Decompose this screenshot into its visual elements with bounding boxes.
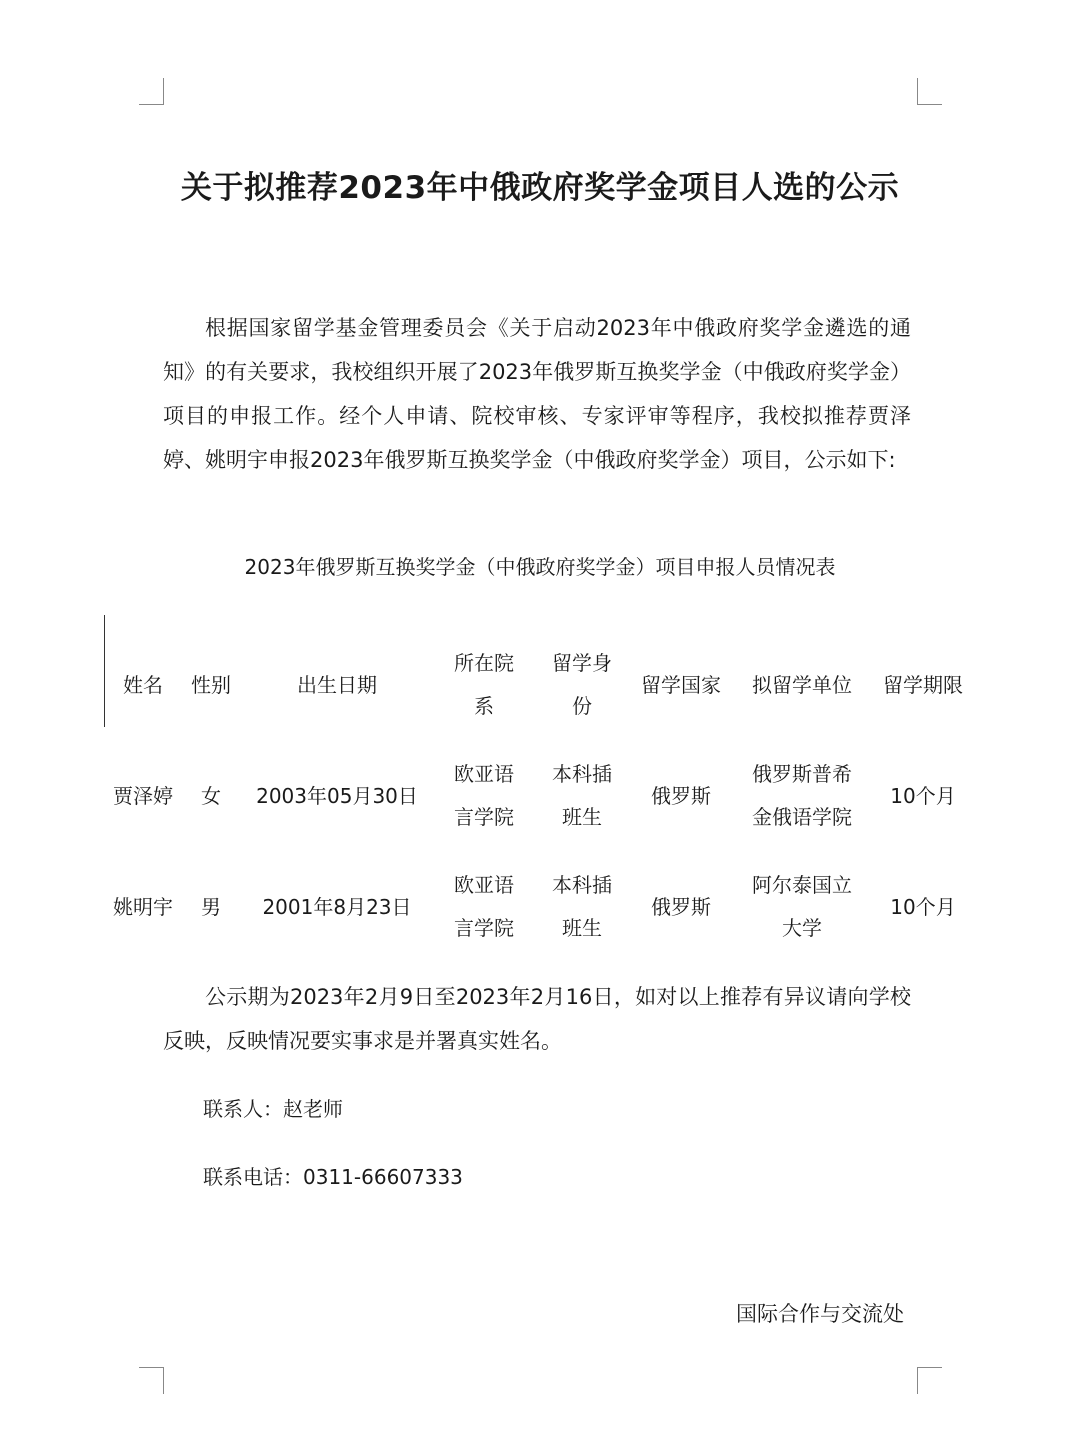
header-gender: 性别 — [191, 672, 231, 697]
corner-mark-top-left — [139, 78, 164, 105]
cell-country: 俄罗斯 — [651, 894, 711, 919]
document-title: 关于拟推荐2023年中俄政府奖学金项目人选的公示 — [180, 170, 900, 206]
header-department: 所在院 系 — [454, 651, 514, 718]
corner-mark-bottom-left — [139, 1367, 164, 1394]
table-title: 2023年俄罗斯互换奖学金（中俄政府奖学金）项目申报人员情况表 — [244, 555, 836, 579]
cell-duration: 10个月 — [890, 783, 956, 808]
cell-department: 欧亚语 言学院 — [454, 873, 514, 940]
cell-status: 本科插 班生 — [552, 873, 612, 940]
cell-gender: 男 — [201, 894, 221, 919]
header-country: 留学国家 — [641, 672, 721, 697]
cell-gender: 女 — [201, 783, 221, 808]
cell-unit: 俄罗斯普希 金俄语学院 — [752, 762, 852, 829]
corner-mark-bottom-right — [917, 1367, 942, 1394]
cell-unit: 阿尔泰国立 大学 — [752, 873, 852, 940]
cell-country: 俄罗斯 — [651, 783, 711, 808]
header-name: 姓名 — [123, 672, 163, 697]
cell-status: 本科插 班生 — [552, 762, 612, 829]
issuing-department: 国际合作与交流处 — [736, 1302, 904, 1326]
cell-department: 欧亚语 言学院 — [454, 762, 514, 829]
corner-mark-top-right — [917, 78, 942, 105]
header-unit: 拟留学单位 — [752, 672, 852, 697]
cell-name: 贾泽婷 — [113, 783, 173, 808]
cell-duration: 10个月 — [890, 894, 956, 919]
table-left-border — [104, 615, 105, 727]
cell-birth: 2001年8月23日 — [262, 894, 412, 919]
header-duration: 留学期限 — [883, 672, 963, 697]
cell-name: 姚明宇 — [113, 894, 173, 919]
header-status: 留学身 份 — [552, 651, 612, 718]
contact-person: 联系人：赵老师 — [203, 1097, 343, 1121]
notice-period-paragraph: 公示期为2023年2月9日至2023年2月16日，如对以上推荐有异议请向学校反映，反映情况要实事求是并署真实姓名。 — [163, 985, 911, 1053]
intro-paragraph: 根据国家留学基金管理委员会《关于启动2023年中俄政府奖学金遴选的通知》的有关要求，我校组织开展了2023年俄罗斯互换奖学金（中俄政府奖学金）项目的申报工作。经个人申请、院校审核、专家评审等程序，我校拟推荐贾泽婷、姚明宇申报2023年俄罗斯互换奖学金（中俄政府奖学金）项目，公示如下: — [163, 316, 911, 472]
header-birth: 出生日期 — [297, 672, 377, 697]
cell-birth: 2003年05月30日 — [256, 783, 418, 808]
contact-phone: 联系电话：0311-66607333 — [203, 1165, 463, 1189]
